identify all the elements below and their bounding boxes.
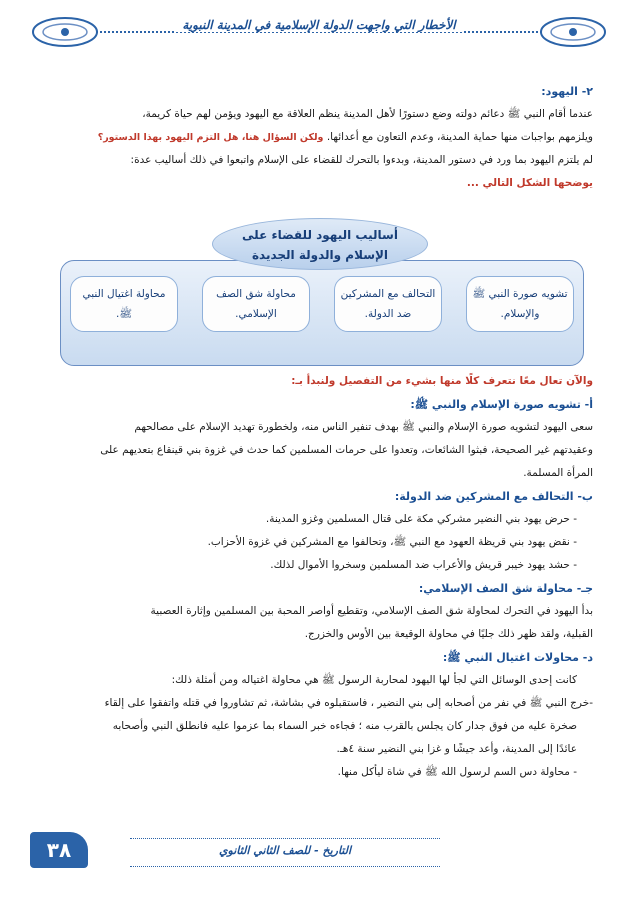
footer-divider-top [130,838,440,839]
b-item-2: - نقض يهود بني قريظة العهود مع النبي ﷺ، وتحالفوا مع المشركين في غزوة الأحزاب. [207,536,577,548]
content-bottom [45,370,593,784]
paragraph-methods: لم يلتزم اليهود بما ورد في دستور المدينة، وبدءوا بالتحرك للقضاء على الإسلام واتبعوا في ذلك أساليب عدة: [130,154,593,166]
paragraph-duties [45,126,593,149]
ornament-right-icon [538,12,608,52]
section-heading-jews: ٢- اليهود: [541,85,593,98]
header-title: الأخطار التي واجهت الدولة الإسلامية في المدينة النبوية [174,18,463,32]
c-line-1: بدأ اليهود في التحرك لمحاولة شق الصف الإسلامي، وتقطيع أواصر المحبة بين المسلمين وإثارة العصبية [150,605,593,617]
c-line-2: القبلية، ولقد ظهر ذلك جليًا في محاولة الوقيعة بين الأوس والخزرج. [304,628,593,640]
diagram-title-line1: أساليب اليهود للقضاء على [242,228,398,242]
heading-c: جـ- محاولة شق الصف الإسلامي: [418,582,593,595]
methods-diagram [60,218,582,368]
page-number: ٣٨ [30,832,88,868]
paragraph-constitution: عندما أقام النبي ﷺ دعائم دولته وضع دستورًا لأهل المدينة ينظم العلاقة مع اليهود ويؤمن لهم حياة كريمة، [142,108,593,120]
page-footer [30,832,608,882]
b-item-3: - حشد يهود خيبر قريش والأعراب ضد المسلمين وسخروا الأموال لذلك. [270,559,577,571]
method-box-division: محاولة شق الصف الإسلامي. [202,276,310,332]
heading-d: د- محاولات اغتيال النبي ﷺ: [442,651,593,664]
heading-a: أ- تشويه صورة الإسلام والنبي ﷺ: [410,398,593,411]
a-line-2: وعقيدتهم غير الصحيحة، فبثوا الشائعات، وتعدوا على حرمات المسلمين كما حدث في غزوة بني قينقاع بتعديهم على [100,444,593,456]
content-top [45,80,593,195]
d-line-2: -خرج النبي ﷺ في نفر من أصحابه إلى بني النضير ، فاستقبلوه في بشاشة، ثم تشاوروا في قتله واتفقوا على إلقاء [104,697,593,709]
d-line-3: صخرة عليه من فوق جدار كان يجلس بالقرب منه ؛ فجاءه خبر السماء بما عزموا عليه فانطلق النبي وأصحابه [112,720,577,732]
a-line-3: المرأة المسلمة. [523,467,593,479]
method-box-assassination: محاولة اغتيال النبي ﷺ. [70,276,178,332]
a-line-1: سعى اليهود لتشويه صورة الإسلام والنبي ﷺ بهدف تنفير الناس منه، ولخطورة تهديد الإسلام على مصالحهم [134,421,593,433]
footer-label: التاريخ - للصف الثاني الثانوي [218,844,352,857]
figure-prompt: يوضحها الشكل التالي ... [466,177,593,189]
diagram-title [212,218,428,270]
d-line-5: - محاولة دس السم لرسول الله ﷺ في شاة ليأكل منها. [337,766,577,778]
page-header [30,12,608,56]
d-line-1: كانت إحدى الوسائل التي لجأ لها اليهود لمحاربة الرسول ﷺ هي محاولة اغتياله ومن أمثلة ذلك: [171,674,577,686]
intro-text: والآن تعال معًا نتعرف كلًا منها بشيء من التفصيل ولنبدأ بـ: [291,375,593,387]
method-box-alliance: التحالف مع المشركين ضد الدولة. [334,276,442,332]
method-box-distortion: تشويه صورة النبي ﷺ والإسلام. [466,276,574,332]
diagram-title-line2: الإسلام والدولة الجديدة [251,248,389,262]
heading-b: ب- التحالف مع المشركين ضد الدولة: [394,490,593,503]
duties-text: ويلزمهم بواجبات منها حماية المدينة، وعدم التعاون مع أعدائها. [326,131,593,143]
b-item-1: - حرض يهود بني النضير مشركي مكة على قتال المسلمين وغزو المدينة. [265,513,577,525]
footer-divider-bottom [130,866,440,867]
d-line-4: عائدًا إلى المدينة، وأعد جيشًا و غزا بني النضير سنة ٤هـ. [336,743,577,755]
question-text: ولكن السؤال هنا، هل التزم اليهود بهذا الدستور؟ [97,132,324,143]
